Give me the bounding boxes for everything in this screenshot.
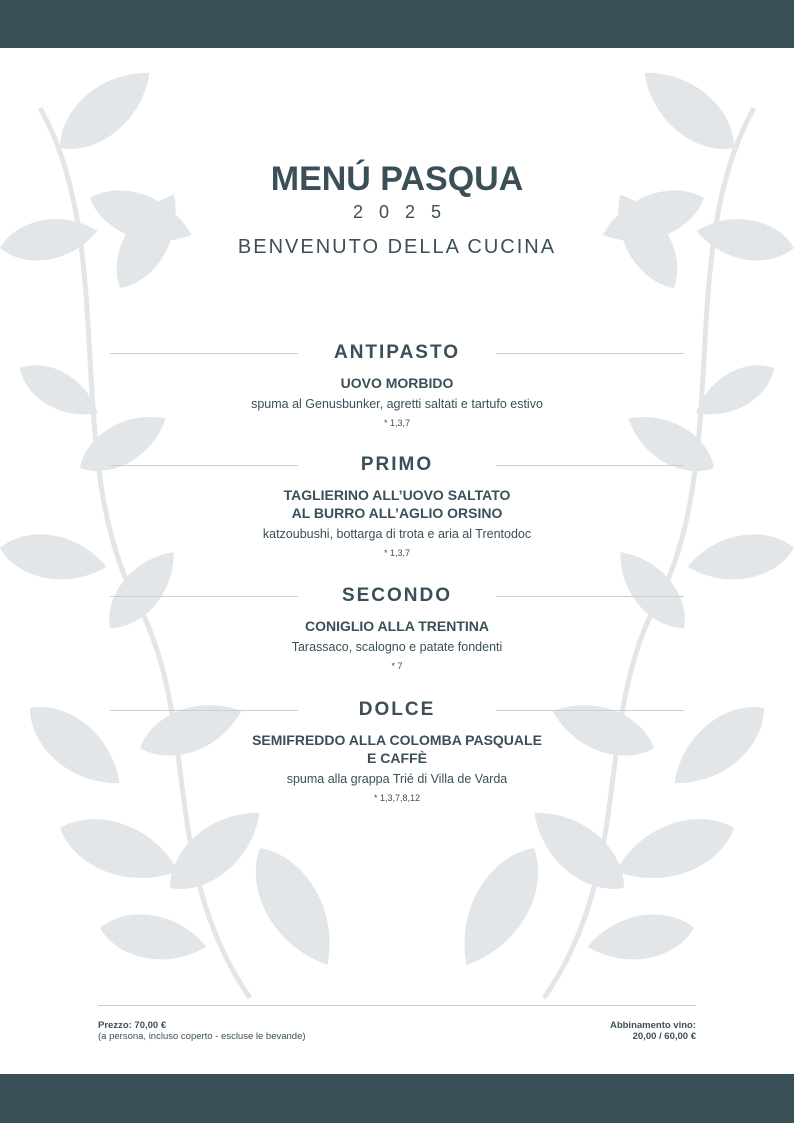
- divider-line: [496, 710, 684, 711]
- wine-price: 20,00 / 60,00 €: [632, 1031, 696, 1042]
- dish-description: Tarassaco, scalogno e patate fondenti: [291, 640, 503, 654]
- dish-name: UOVO MORBIDO: [340, 375, 454, 391]
- section-label: SECONDO: [341, 585, 453, 606]
- dish-name: [110, 486, 684, 522]
- footer-divider: [98, 1005, 696, 1006]
- dish-description: spuma al Genusbunker, agretti saltati e tartufo estivo: [251, 397, 543, 411]
- dish-name-line: AL BURRO ALL’AGLIO ORSINO: [291, 505, 503, 521]
- section-label: ANTIPASTO: [333, 342, 461, 363]
- divider-line: [496, 596, 684, 597]
- wine-label: Abbinamento vino:: [609, 1020, 696, 1031]
- dish-description: katzoubushi, bottarga di trota e aria al Trentodoc: [262, 527, 532, 541]
- allergens: * 1,3,7,8,12: [373, 793, 421, 803]
- top-band: [0, 0, 794, 48]
- divider-line: [496, 353, 684, 354]
- price-label: Prezzo: 70,00 €: [98, 1020, 167, 1031]
- price-block: [98, 1020, 306, 1042]
- section-dolce: [110, 699, 684, 803]
- menu-year: 2025: [352, 202, 458, 222]
- dish-name-line: TAGLIERINO ALL’UOVO SALTATO: [283, 487, 511, 503]
- dish-description: spuma alla grappa Trié di Villa de Varda: [286, 772, 508, 786]
- section-label: DOLCE: [358, 699, 436, 720]
- section-antipasto: [110, 342, 684, 428]
- allergens: * 7: [391, 661, 403, 671]
- dish-name-line: E CAFFÈ: [367, 750, 427, 766]
- bottom-band: [0, 1074, 794, 1123]
- section-label: PRIMO: [360, 454, 434, 475]
- menu-title: MENÚ PASQUA: [270, 160, 524, 198]
- dish-name: CONIGLIO ALLA TRENTINA: [304, 618, 490, 634]
- welcome-heading: BENVENUTO DELLA CUCINA: [237, 236, 557, 258]
- dish-name-line: SEMIFREDDO ALLA COLOMBA PASQUALE: [252, 732, 542, 748]
- wine-pairing-block: [610, 1020, 696, 1042]
- section-secondo: [110, 585, 684, 671]
- allergens: * 1,3,7: [383, 548, 411, 558]
- dish-name: [110, 731, 684, 767]
- section-primo: [110, 454, 684, 558]
- price-note: (a persona, incluso coperto - escluse le bevande): [98, 1031, 306, 1042]
- divider-line: [496, 465, 684, 466]
- allergens: * 1,3,7: [383, 418, 411, 428]
